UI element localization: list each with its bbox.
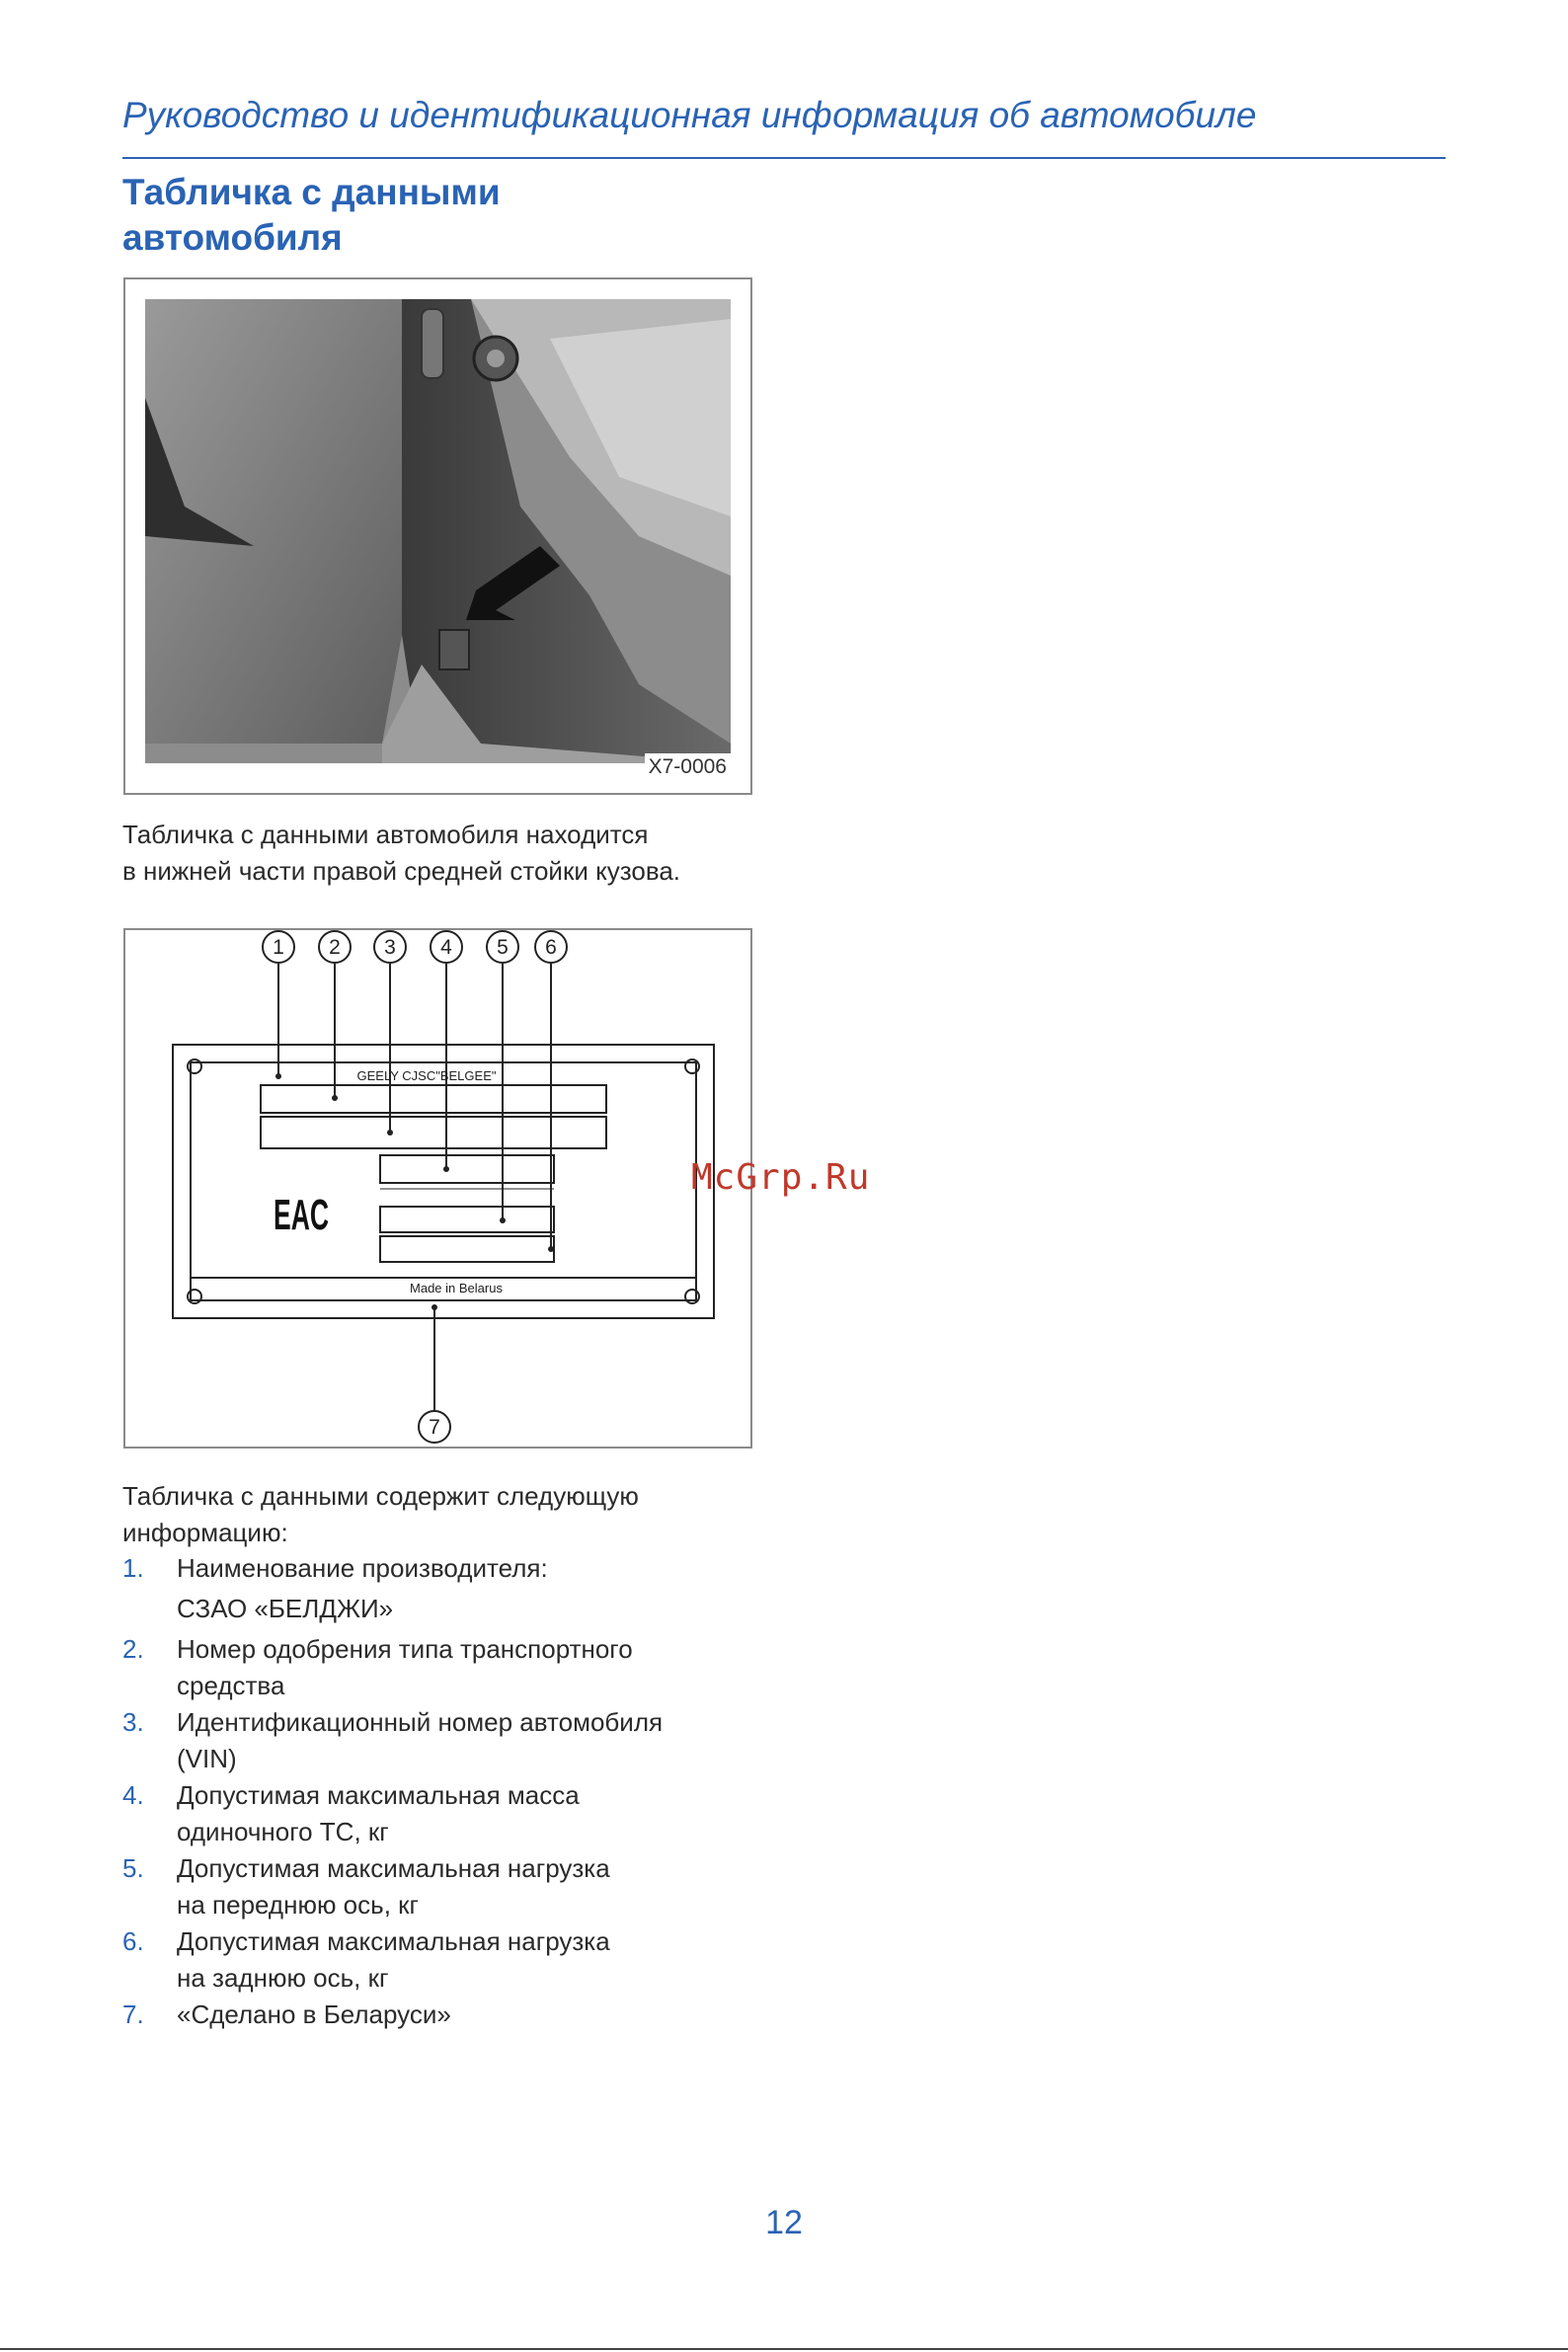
callout-3: 3 [384, 936, 396, 959]
pillar-photo [125, 279, 750, 793]
list-number: 5. [122, 1853, 144, 1883]
caption-line2: в нижней части правой средней стойки кузова. [122, 856, 681, 886]
eac-logo: EAC [274, 1191, 329, 1239]
list-number: 6. [122, 1926, 144, 1956]
figure-code: X7-0006 [645, 753, 731, 781]
list-line2: на переднюю ось, кг [177, 1890, 419, 1920]
list-number: 4. [122, 1780, 144, 1810]
list-item [122, 1923, 814, 1997]
plate-footer-text: Made in Belarus [410, 1281, 503, 1295]
section-title-line2: автомобиля [122, 217, 343, 258]
callout-2: 2 [329, 936, 341, 959]
callout-6: 6 [545, 936, 557, 959]
plate-info-list [122, 1550, 814, 2033]
location-caption [122, 817, 680, 890]
list-number: 7. [122, 1999, 144, 2029]
section-title-line1: Табличка с данными [122, 172, 501, 212]
list-number: 3. [122, 1707, 144, 1737]
callout-circles [263, 931, 567, 1443]
list-number: 2. [122, 1634, 144, 1664]
bottom-divider [0, 2348, 1568, 2350]
list-line2: средства [177, 1671, 285, 1700]
list-line1: Номер одобрения типа транспортного [177, 1634, 633, 1664]
list-item [122, 1777, 814, 1850]
list-item [122, 1850, 814, 1923]
list-line2: (VIN) [177, 1744, 237, 1773]
plate-header-text: GEELY CJSC"BELGEE" [356, 1068, 497, 1083]
data-plate-figure [123, 928, 752, 1449]
callout-1: 1 [273, 936, 284, 959]
list-item [122, 1550, 814, 1627]
plate-info-intro [122, 1478, 639, 1551]
list-item [122, 1997, 814, 2033]
callout-7: 7 [429, 1416, 440, 1439]
list-item [122, 1704, 814, 1777]
data-plate-diagram [125, 930, 750, 1447]
list-line2: на заднюю ось, кг [177, 1963, 389, 1993]
list-line1: Допустимая максимальная нагрузка [177, 1926, 610, 1956]
list-number: 1. [122, 1553, 144, 1583]
intro-line1: Табличка с данными содержит следующую [122, 1481, 639, 1511]
list-line1: Наименование производителя: [177, 1553, 548, 1583]
callout-4: 4 [440, 936, 452, 959]
list-line1: Допустимая максимальная масса [177, 1780, 580, 1810]
list-line1: Допустимая максимальная нагрузка [177, 1853, 610, 1883]
running-header: Руководство и идентификационная информация об автомобиле [122, 95, 1257, 135]
list-line2: СЗАО «БЕЛДЖИ» [177, 1594, 394, 1623]
list-line1: Идентификационный номер автомобиля [177, 1707, 664, 1737]
page-number: 12 [765, 2204, 803, 2241]
intro-line2: информацию: [122, 1518, 288, 1547]
watermark: McGrp.Ru [691, 1157, 871, 1198]
callout-5: 5 [497, 936, 509, 959]
section-title [122, 170, 501, 261]
pillar-photo-figure [123, 277, 752, 795]
list-line1: «Сделано в Беларуси» [177, 1999, 451, 2029]
header-divider [122, 157, 1446, 159]
list-item [122, 1631, 814, 1704]
list-line2: одиночного ТС, кг [177, 1817, 389, 1846]
caption-line1: Табличка с данными автомобиля находится [122, 820, 649, 849]
